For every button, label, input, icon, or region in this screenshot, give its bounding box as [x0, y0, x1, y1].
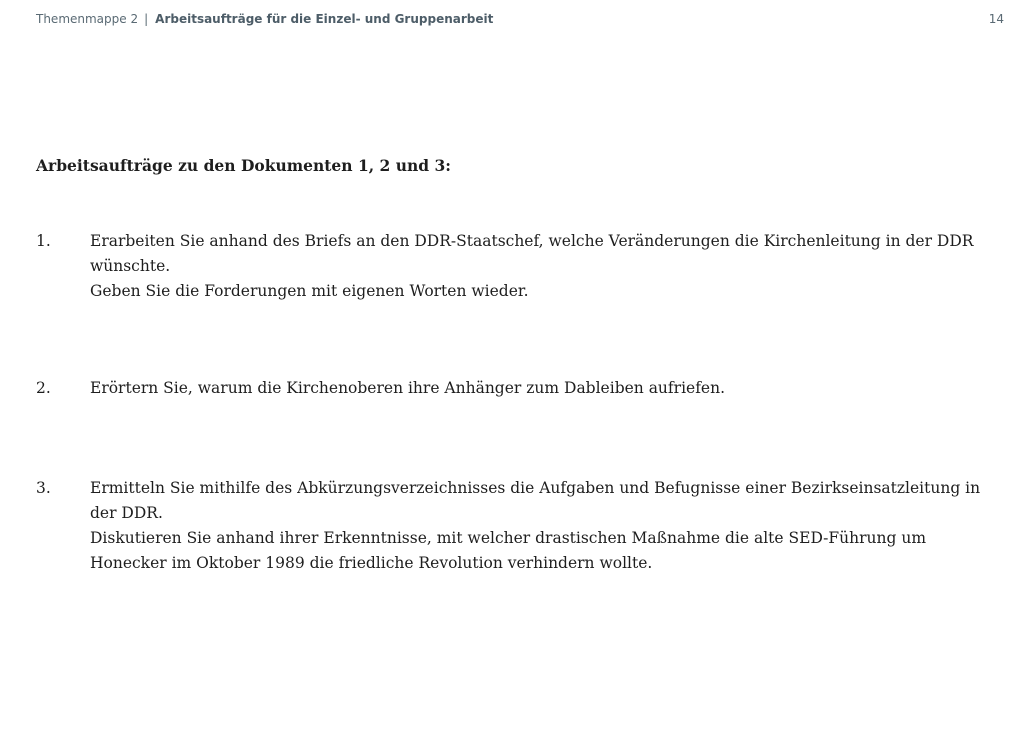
task-paragraph: Diskutieren Sie anhand ihrer Erkenntnisse, mit welcher drastischen Maßnahme die alte SED-Führung um Honecker im Oktober 1989 die friedliche Revolution verhindern wollte.: [90, 529, 927, 572]
task-number: 3.: [36, 479, 51, 497]
header-separator: |: [144, 12, 149, 26]
task-item-2: [36, 376, 986, 401]
task-item-1: [36, 229, 986, 304]
task-number: 2.: [36, 379, 51, 397]
task-item-3: [36, 476, 986, 576]
task-paragraph: Erarbeiten Sie anhand des Briefs an den DDR-Staatschef, welche Veränderungen die Kirchenleitung in der DDR wünschte.: [90, 232, 974, 275]
header-title: Arbeitsaufträge für die Einzel- und Gruppenarbeit: [155, 12, 494, 26]
page-number: 14: [988, 12, 1004, 26]
task-paragraph: Erörtern Sie, warum die Kirchenoberen ihre Anhänger zum Dableiben aufriefen.: [90, 379, 726, 397]
section-heading: Arbeitsaufträge zu den Dokumenten 1, 2 und 3:: [36, 156, 451, 175]
task-paragraph: Geben Sie die Forderungen mit eigenen Worten wieder.: [90, 282, 529, 300]
task-body: [90, 476, 986, 576]
task-body: [90, 229, 986, 304]
task-paragraph: Ermitteln Sie mithilfe des Abkürzungsverzeichnisses die Aufgaben und Befugnisse einer Bezirkseinsatzleitung in der DDR.: [90, 479, 981, 522]
task-body: [90, 376, 986, 401]
header-series: Themenmappe 2: [36, 12, 139, 26]
task-number: 1.: [36, 232, 51, 250]
running-header: [36, 12, 493, 26]
